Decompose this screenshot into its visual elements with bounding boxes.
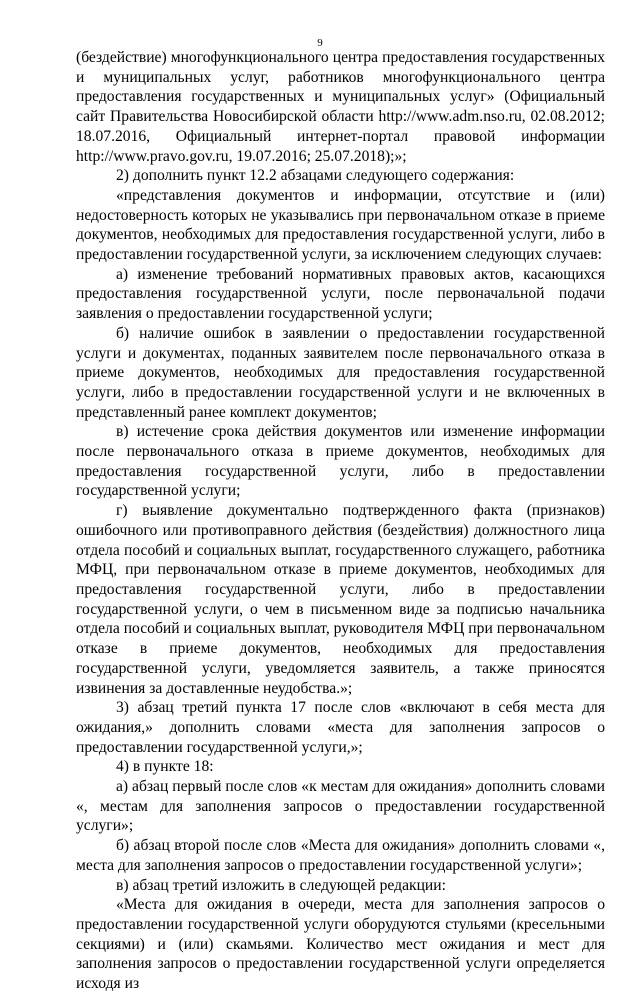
paragraph-item-3: 3) абзац третий пункта 17 после слов «включают в себя места для ожидания,» дополнить словами «места для заполнения запросов о предоставлении государственной услуги,»; [76, 699, 605, 756]
paragraph-item-2: 2) дополнить пункт 12.2 абзацами следующего содержания: [116, 167, 515, 185]
paragraph-item-4: 4) в пункте 18: [116, 758, 214, 776]
page-number: 9 [317, 37, 323, 49]
paragraph-subitem-a: а) изменение требований нормативных правовых актов, касающихся предоставления государственной услуги, после первоначальной подачи заявления о предоставлении государственной услуги; [76, 265, 605, 323]
paragraph-new-wording: «Места для ожидания в очереди, места для заполнения запросов о предоставлении государственной услуги оборудуются стульями (кресельными секциями) и (или) скамьями. Количество мест ожидания и мест для заполнения запросов о предоставлении государственной услуги определяется исходя из [76, 896, 605, 993]
paragraph-subitem-g: г) выявление документально подтвержденного факта (признаков) ошибочного или противоправного действия (бездействия) должностного лица отдела пособий и социальных выплат, государственного служащего, работника МФЦ, при первоначальном отказе в приеме документов, необходимых для предоставления государственной услуги, либо в предоставлении государственной услуги, о чем в письменном виде за подписью начальника отдела пособий и социальных выплат, руководителя МФЦ при первоначальном отказе в приеме документов, необходимых для предоставления государственной услуги, уведомляется заявитель, а также приносятся извинения за доставленные неудобства.»; [76, 502, 605, 697]
paragraph-item-4b: б) абзац второй после слов «Места для ожидания» дополнить словами «, места для заполнения запросов о предоставлении государственной услуги»; [76, 837, 605, 874]
paragraph-item-4v: в) абзац третий изложить в следующей редакции: [116, 876, 446, 894]
paragraph-item-4a: а) абзац первый после слов «к местам для ожидания» дополнить словами «, местам для заполнения запросов о предоставлении государственной услуги»; [76, 778, 605, 835]
document-body [76, 48, 605, 994]
paragraph-quote-start: «представления документов и информации, отсутствие и (или) недостоверность которых не указывались при первоначальном отказе в приеме документов, необходимых для предоставления государственной услуги, либо в предоставлении государственной услуги, за исключением следующих случаев: [76, 186, 605, 264]
paragraph-continuation: (бездействие) многофункционального центра предоставления государственных и муниципальных услуг, работников многофункционального центра предоставления государственных и муниципальных услуг» (Официальный сайт Правительства Новосибирской области http://www.adm.nso.ru, 02.08.2012; 18.07.2016, Официальный интернет-портал правовой информации http://www.pravo.gov.ru, 19.07.2016; 25.07.2018);»; [76, 49, 605, 165]
paragraph-subitem-b: б) наличие ошибок в заявлении о предоставлении государственной услуги и документах, поданных заявителем после первоначального отказа в приеме документов, необходимых для предоставления государственной услуги, либо в предоставлении государственной услуги и не включенных в представленный ранее комплект документов; [76, 324, 605, 421]
paragraph-subitem-v: в) истечение срока действия документов или изменение информации после первоначального отказа в приеме документов, необходимых для предоставления государственной услуги, либо в предоставлении государственной услуги; [76, 423, 605, 500]
